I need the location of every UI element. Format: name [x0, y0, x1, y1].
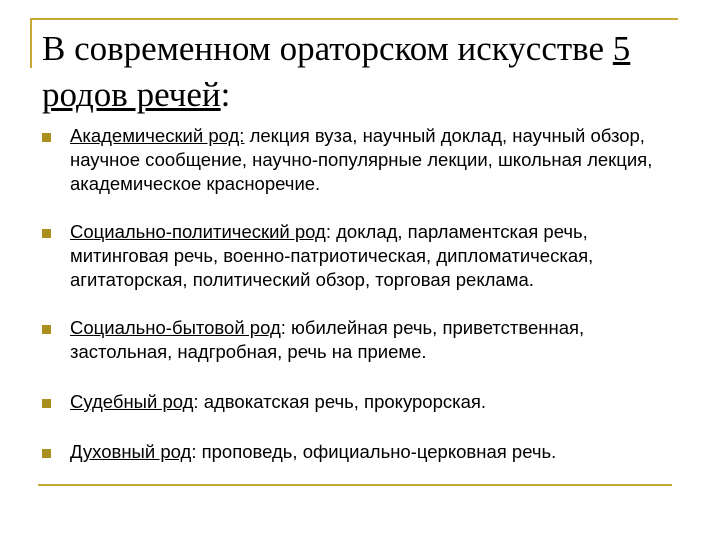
frame-left-line [30, 18, 32, 68]
list-item-description: : проповедь, официально-церковная речь. [191, 441, 557, 462]
list-item-term: Социально-бытовой род [70, 317, 281, 338]
title-text: В современном ораторском искусстве [42, 29, 613, 68]
title-colon: : [220, 75, 231, 114]
list-item-description: лекция вуза, научный доклад, научный обзор, научное сообщение, научно-популярные лекции, школьная лекция, академическое красноречие. [70, 125, 653, 194]
list-item-text [70, 390, 680, 414]
list-item-description: : адвокатская речь, прокурорская. [193, 391, 487, 412]
frame-bottom-line [38, 484, 672, 486]
list-item-term: Академический род: [70, 125, 245, 146]
frame-top-line [30, 18, 678, 20]
square-bullet-icon [42, 399, 51, 408]
square-bullet-icon [42, 133, 51, 142]
list-item-description: : доклад, парламентская речь, митинговая речь, военно-патриотическая, дипломатическая, агитаторская, политический обзор, торговая реклама. [70, 221, 594, 290]
list-item-text [70, 220, 680, 292]
square-bullet-icon [42, 449, 51, 458]
list-item-description: : юбилейная речь, приветственная, застольная, надгробная, речь на приеме. [70, 317, 585, 362]
list-item-term: Социально-политический род [70, 221, 326, 242]
list-item-text [70, 316, 680, 364]
slide-title [42, 26, 682, 118]
list-item-text [70, 440, 680, 464]
title-underlined-text: родов речей [42, 75, 221, 114]
list-item-text [70, 124, 680, 196]
list-item-term: Духовный род [70, 441, 192, 462]
square-bullet-icon [42, 229, 51, 238]
list-item-term: Судебный род [70, 391, 194, 412]
square-bullet-icon [42, 325, 51, 334]
title-number: 5 [612, 29, 631, 68]
